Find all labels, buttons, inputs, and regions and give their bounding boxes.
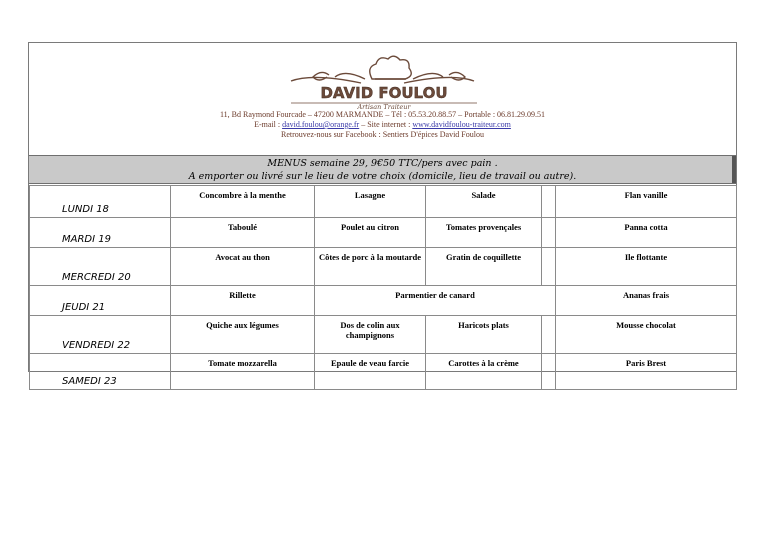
day-cell: LUNDI 18: [30, 186, 171, 218]
main-dish-cell: Côtes de porc à la moutarde: [315, 248, 426, 286]
menu-document: [28, 42, 737, 387]
side-dish-cell: Carottes à la crème: [426, 354, 542, 390]
spacer-cell: [542, 248, 556, 286]
menu-banner: [29, 155, 736, 184]
entree-cell: Concombre à la menthe: [171, 186, 315, 218]
main-dish-cell: Epaule de veau farcie: [315, 354, 426, 390]
email-link[interactable]: david.foulou@orange.fr: [282, 120, 360, 129]
entree-cell: Tomate mozzarella: [171, 354, 315, 390]
website-link[interactable]: www.davidfoulou-traiteur.com: [412, 120, 511, 129]
dessert-cell: Paris Brest: [556, 354, 737, 390]
main-dish-cell: Lasagne: [315, 186, 426, 218]
table-row: [30, 354, 737, 390]
spacer-cell: [542, 354, 556, 390]
table-row: [30, 218, 737, 248]
day-cell: VENDREDI 22: [30, 316, 171, 354]
dessert-cell: Mousse chocolat: [556, 316, 737, 354]
entree-cell: Avocat au thon: [171, 248, 315, 286]
day-cell: MERCREDI 20: [30, 248, 171, 286]
email-site-line: [29, 120, 736, 130]
banner-subtitle: A emporter ou livré sur le lieu de votre choix (domicile, lieu de travail ou autre).: [188, 171, 577, 182]
spacer-cell: [542, 186, 556, 218]
entree-cell: Taboulé: [171, 218, 315, 248]
main-dish-cell: Dos de colin aux champignons: [315, 316, 426, 354]
table-row: [30, 186, 737, 218]
chef-hat-logo-icon: [29, 53, 736, 111]
table-row: [30, 286, 737, 316]
logo-tagline: Artisan Traiteur: [357, 103, 411, 111]
main-dish-merged-cell: Parmentier de canard: [315, 286, 556, 316]
spacer-cell: [542, 218, 556, 248]
logo-brand-text: DAVID FOULOU: [320, 84, 448, 102]
entree-cell: Quiche aux légumes: [171, 316, 315, 354]
site-prefix: – Site internet :: [359, 120, 413, 129]
dessert-cell: Ananas frais: [556, 286, 737, 316]
address-line: 11, Bd Raymond Fourcade – 47200 MARMANDE – Tél : 05.53.20.88.57 – Portable : 06.81.29.09.51: [219, 110, 546, 119]
banner-title: MENUS semaine 29, 9€50 TTC/pers avec pain .: [267, 158, 498, 169]
day-cell: JEUDI 21: [30, 286, 171, 316]
email-prefix: E-mail :: [254, 120, 283, 129]
dessert-cell: Panna cotta: [556, 218, 737, 248]
table-row: [30, 316, 737, 354]
company-logo: [29, 53, 736, 111]
main-dish-cell: Poulet au citron: [315, 218, 426, 248]
dessert-cell: Flan vanille: [556, 186, 737, 218]
day-cell: MARDI 19: [30, 218, 171, 248]
weekly-menu-table: [29, 185, 737, 390]
side-dish-cell: Haricots plats: [426, 316, 542, 354]
day-cell: SAMEDI 23: [30, 354, 171, 390]
side-dish-cell: Tomates provençales: [426, 218, 542, 248]
side-dish-cell: Gratin de coquillette: [426, 248, 542, 286]
facebook-line: Retrouvez-nous sur Facebook : Sentiers D'épices David Foulou: [281, 130, 484, 139]
spacer-cell: [542, 316, 556, 354]
contact-info: [29, 110, 736, 140]
side-dish-cell: Salade: [426, 186, 542, 218]
banner-edge: [732, 156, 736, 183]
entree-cell: Rillette: [171, 286, 315, 316]
table-row: [30, 248, 737, 286]
dessert-cell: Ile flottante: [556, 248, 737, 286]
